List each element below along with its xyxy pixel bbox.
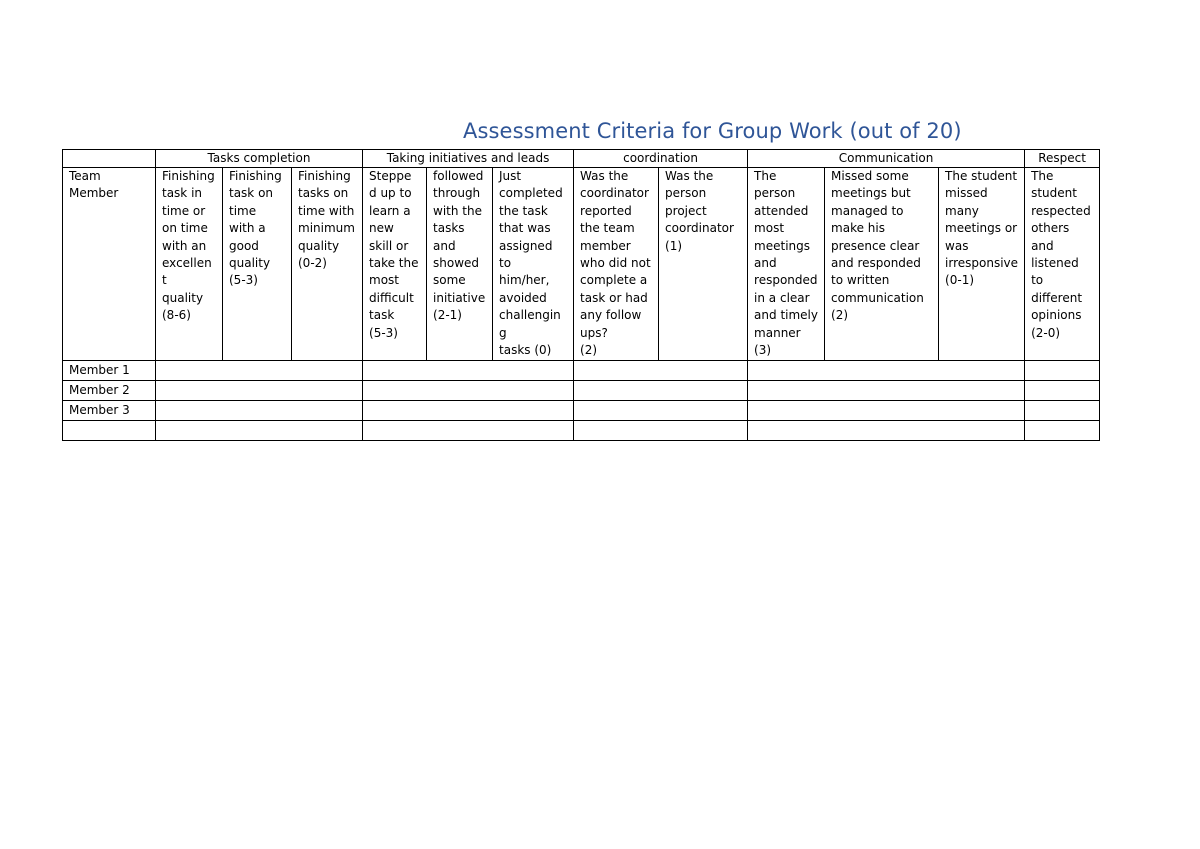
criterion-text: Finishing task in time or on time with an excellent quality (8-6) — [162, 169, 215, 323]
score-cell-communication[interactable] — [748, 421, 1025, 441]
criterion-tc-excellent — [156, 168, 223, 361]
criterion-co-reported — [574, 168, 659, 361]
criterion-text: Finishing task on time with a good quality (5-3) — [229, 169, 282, 288]
score-cell-initiatives[interactable] — [363, 401, 574, 421]
member-name — [63, 421, 156, 441]
score-cell-respect[interactable] — [1025, 421, 1100, 441]
score-cell-coordination[interactable] — [574, 361, 748, 381]
score-cell-respect[interactable] — [1025, 361, 1100, 381]
group-communication: Communication — [748, 150, 1025, 168]
page-title: Assessment Criteria for Group Work (out of 20) — [463, 119, 962, 143]
criterion-tc-minimum — [292, 168, 363, 361]
table-row — [63, 381, 1100, 401]
table-row — [63, 401, 1100, 421]
score-cell-tasks[interactable] — [156, 381, 363, 401]
score-cell-tasks[interactable] — [156, 401, 363, 421]
criterion-text: Was the person project coordinator (1) — [665, 169, 734, 253]
criterion-cm-missed-some — [825, 168, 939, 361]
criterion-tc-good — [223, 168, 292, 361]
score-cell-respect[interactable] — [1025, 381, 1100, 401]
row-header-team-member — [63, 168, 156, 361]
assessment-table — [62, 149, 1100, 441]
table-row — [63, 361, 1100, 381]
member-name: Member 1 — [63, 361, 156, 381]
score-cell-coordination[interactable] — [574, 401, 748, 421]
group-coordination: coordination — [574, 150, 748, 168]
member-name: Member 3 — [63, 401, 156, 421]
row-header-label: Team Member — [69, 169, 119, 201]
score-cell-coordination[interactable] — [574, 421, 748, 441]
score-cell-communication[interactable] — [748, 381, 1025, 401]
criterion-text: Just completed the task that was assigned to him/her, avoided challenging tasks (0) — [499, 169, 563, 358]
corner-cell — [63, 150, 156, 168]
criterion-rs-respected — [1025, 168, 1100, 361]
score-cell-initiatives[interactable] — [363, 381, 574, 401]
criterion-text: The student respected others and listened to different opinions (2-0) — [1031, 169, 1091, 340]
criterion-co-person — [659, 168, 748, 361]
score-cell-initiatives[interactable] — [363, 421, 574, 441]
score-cell-coordination[interactable] — [574, 381, 748, 401]
criterion-text: Finishing tasks on time with minimum quality (0-2) — [298, 169, 355, 271]
criterion-cm-missed-many — [939, 168, 1025, 361]
score-cell-communication[interactable] — [748, 401, 1025, 421]
score-cell-initiatives[interactable] — [363, 361, 574, 381]
group-respect: Respect — [1025, 150, 1100, 168]
criterion-ti-followed — [427, 168, 493, 361]
criterion-text: The student missed many meetings or was irresponsive (0-1) — [945, 169, 1019, 288]
criterion-text: Steppe d up to learn a new skill or take the most difficult task (5-3) — [369, 169, 419, 340]
criterion-text: Missed some meetings but managed to make his presence clear and responded to written communication (2) — [831, 169, 924, 323]
group-taking-initiatives: Taking initiatives and leads — [363, 150, 574, 168]
criterion-text: Was the coordinator reported the team member who did not complete a task or had any follow ups? (2) — [580, 169, 651, 358]
criteria-description-row — [63, 168, 1100, 361]
score-cell-respect[interactable] — [1025, 401, 1100, 421]
criterion-ti-just — [493, 168, 574, 361]
criterion-text: followed through with the tasks and showed some initiative (2-1) — [433, 169, 486, 323]
criteria-group-row — [63, 150, 1100, 168]
criterion-cm-attended — [748, 168, 825, 361]
table-row — [63, 421, 1100, 441]
member-name: Member 2 — [63, 381, 156, 401]
group-tasks-completion: Tasks completion — [156, 150, 363, 168]
score-cell-tasks[interactable] — [156, 421, 363, 441]
score-cell-tasks[interactable] — [156, 361, 363, 381]
score-cell-communication[interactable] — [748, 361, 1025, 381]
criterion-text: The person attended most meetings and responded in a clear and timely manner (3) — [754, 169, 818, 358]
criterion-ti-stepped — [363, 168, 427, 361]
